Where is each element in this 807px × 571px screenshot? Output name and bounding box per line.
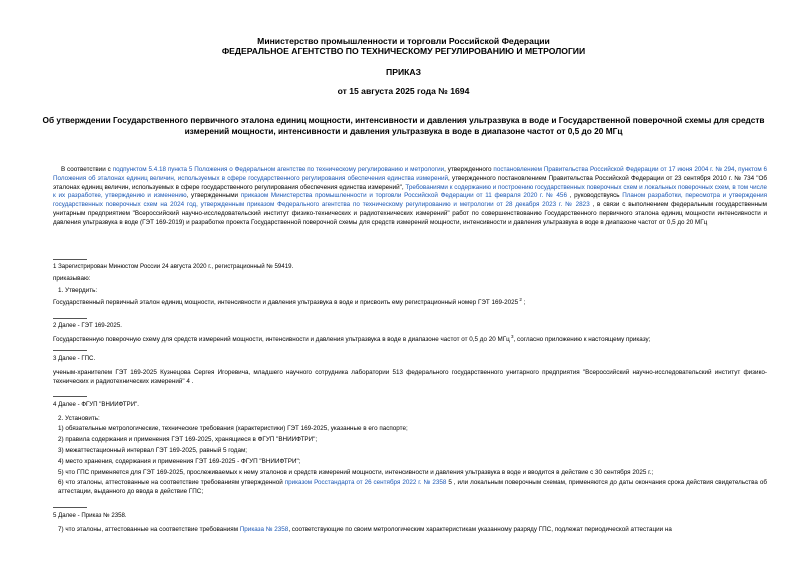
- preamble-text: , в связи с выполнением федеральным государственным унитарным предприятием "Всероссийский научно-исследовательский институт физико-технических и радиотехнических измерений" работ по совершенствованию Государственного первичного эталона единиц мощности интенсивности и давления ультразвука в воде (ГЭТ 169-2019) и разработке проекта Государственной поверочной схемы для средств измерений мощности, интенсивности и давления ультразвука в воде в диапазоне частот от 0,5 до 20 МГц: [53, 201, 767, 226]
- item-2-subitem: 1) обязательные метрологические, технические требования (характеристики) ГЭТ 169-2025, указанные в его паспорте;: [58, 425, 408, 432]
- preamble-text: ,: [734, 166, 739, 173]
- preamble-text: , утвержденными: [186, 192, 241, 200]
- footnote-text: Зарегистрирован Минюстом России 24 августа 2020 г., регистрационный № 59419.: [58, 263, 294, 270]
- link-development-plan-2024[interactable]: Планом разработки, пересмотра и утверждения государственных поверочных схем на 2024 год, утвержденным приказом Федерального агентства по техническому регулированию и метрологии от 28 декабря 2023 г. № 2823: [53, 192, 768, 209]
- keeper-text: ученым-хранителем ГЭТ 169-2025 Кузнецова Сергея Игоревича, младшего научного сотрудника лаборатории 513 федерального государственного унитарного предприятия "Всероссийский научно-исследовательский институт физико-технических и радиотехнических измерений": [53, 369, 767, 385]
- footnote-rule: [53, 350, 87, 351]
- footnote-text: Далее - Приказ № 2358.: [58, 512, 127, 519]
- item-2-subitem: 4) место хранения, содержания и применения ГЭТ 169-2025 - ФГУП "ВНИИФТРИ";: [58, 458, 301, 465]
- item-2-subitem-7: [53, 526, 772, 535]
- footnote-registration: 1 Зарегистрирован Минюстом России 24 августа 2020 г., регистрационный № 59419.: [53, 263, 294, 270]
- subitem-text: , соответствующие по своим метрологическим характеристикам указанному разряду ГПС, подлежат периодической аттестации на: [288, 526, 672, 533]
- link-minpromtorg-order-456[interactable]: приказом Министерства промышленности и торговли Российской Федерации от 11 февраля 2020 г. № 456: [240, 192, 567, 200]
- preamble-paragraph: [53, 166, 767, 228]
- footnote-rule: [53, 318, 87, 319]
- link-government-decree-294[interactable]: постановлением Правительства Российской Федерации от 17 июня 2004 г. № 294: [493, 166, 735, 173]
- preamble-text: , утвержденного: [444, 166, 494, 173]
- footnote-rule: [53, 259, 87, 260]
- item-1-scheme: Государственную поверочную схему для средств измерений мощности, интенсивности и давления ультразвука в воде в диапазоне частот от 0,5 до 20 МГц $^3$, согласно приложению к настоящему приказу;: [53, 334, 651, 344]
- footnote-order-2358: 5 Далее - Приказ № 2358.: [53, 512, 127, 519]
- footnote-text: Далее - ГЭТ 169-2025.: [58, 322, 122, 329]
- agency-name: ФЕДЕРАЛЬНОЕ АГЕНТСТВО ПО ТЕХНИЧЕСКОМУ РЕГУЛИРОВАНИЮ И МЕТРОЛОГИИ: [221, 46, 586, 56]
- order-date-number: от 15 августа 2025 года № 1694: [337, 86, 470, 96]
- footnote-rule: [53, 507, 87, 508]
- link-agency-regulation[interactable]: подпунктом 5.4.18 пункта 5 Положения о Федеральном агентстве по техническому регулированию и метрологии: [112, 166, 445, 173]
- footnote-get: 2 Далее - ГЭТ 169-2025.: [53, 322, 122, 329]
- link-scheme-requirements[interactable]: Требованиями к содержанию и построению государственных поверочных схем и локальных поверочных схем, в том числе к их разработке, утверждению и изменению: [53, 183, 767, 200]
- item-2-subitem-6: 6) что эталоны, аттестованные на соответствие требованиям утвержденной приказом Росстандарта от 26 сентября 2022 г. № 2358 5 , или локальным поверочным схемам, применяются до даты окончания срока действия свидетельства об аттестации, выданного до ввода в действие ГПС;: [58, 479, 767, 495]
- footnote-rule: [53, 396, 87, 397]
- item-2-subitem: 3) межаттестационный интервал ГЭТ 169-2025, равный 5 годам;: [58, 447, 248, 454]
- document-title: Об утверждении Государственного первичного эталона единиц мощности, интенсивности и давления ультразвука в воде и Государственной поверочной схемы для средств измерений мощности, интенсивности и давления ультразвука в воде в диапазоне частот от 0,5 до 20 МГц: [42, 115, 765, 136]
- item-2-heading: 2. Установить:: [58, 415, 100, 422]
- subitem-text: , или локальным поверочным схемам, применяются до даты окончания срока действия свидетельства об аттестации, выданного до ввода в действие ГПС;: [58, 479, 767, 495]
- order-type: ПРИКАЗ: [386, 67, 421, 77]
- order-word: приказываю:: [53, 275, 91, 282]
- footnote-text: Далее - ФГУП "ВНИИФТРИ".: [58, 401, 139, 408]
- item-2-subitem: 5) что ГПС применяется для ГЭТ 169-2025, прослеживаемых к нему эталонов и средств измерений мощности, интенсивности и давления ультразвука в воде и вводится в действие с 30 сентября 2025 г.;: [58, 469, 654, 476]
- footnote-gps: 3 Далее - ГПС.: [53, 355, 96, 362]
- link-standards-regulation[interactable]: пунктом 6 Положения об эталонах единиц величин, используемых в сфере государственного регулирования обеспечения единства измерений: [53, 166, 768, 182]
- scheme-text: Государственную поверочную схему для средств измерений мощности, интенсивности и давления ультразвука в воде в диапазоне частот от 0,5 до 20 МГц: [53, 336, 510, 344]
- item-1-heading: 1. Утвердить:: [58, 287, 98, 294]
- preamble-text: , руководствуясь: [566, 192, 623, 200]
- ministry-name: Министерство промышленности и торговли Российской Федерации: [257, 36, 550, 46]
- scheme-tail: , согласно приложению к настоящему приказу;: [513, 336, 651, 344]
- footnote-text: Далее - ГПС.: [58, 355, 96, 362]
- item-2-subitem: 2) правила содержания и применения ГЭТ 169-2025, хранящиеся в ФГУП "ВНИИФТРИ";: [58, 436, 318, 443]
- subitem-text: 6) что эталоны, аттестованные на соответствие требованиям утвержденной: [58, 479, 285, 486]
- keeper-paragraph: ученым-хранителем ГЭТ 169-2025 Кузнецова Сергея Игоревича, младшего научного сотрудника лаборатории 513 федерального государственного унитарного предприятия "Всероссийский научно-исследовательский институт физико-технических и радиотехнических измерений" 4 .: [53, 369, 767, 385]
- preamble-text: , утвержденного постановлением Правительства Российской Федерации от 23 сентября 2010 г. № 734 "Об эталонах единиц величин, используемых в сфере государственного регулирования обеспечения единства измерений",: [53, 174, 767, 191]
- footnote-vniiftri: 4 Далее - ФГУП "ВНИИФТРИ".: [53, 401, 139, 408]
- preamble-text: В соответствии с: [61, 166, 113, 173]
- link-rosstandart-order-2358[interactable]: приказом Росстандарта от 26 сентября 2022 г. № 2358: [284, 479, 447, 486]
- subitem-text: 7) что эталоны, аттестованные на соответствие требованиям: [58, 526, 240, 533]
- item-1-text: Государственный первичный эталон единиц мощности, интенсивности и давления ультразвука в воде и присвоить ему регистрационный номер ГЭТ 169-2025: [53, 299, 519, 307]
- item-1-standard: Государственный первичный эталон единиц мощности, интенсивности и давления ультразвука в воде и присвоить ему регистрационный номер ГЭТ 169-2025 $^2$ ;: [53, 297, 526, 307]
- link-order-2358[interactable]: Приказа № 2358: [239, 526, 289, 533]
